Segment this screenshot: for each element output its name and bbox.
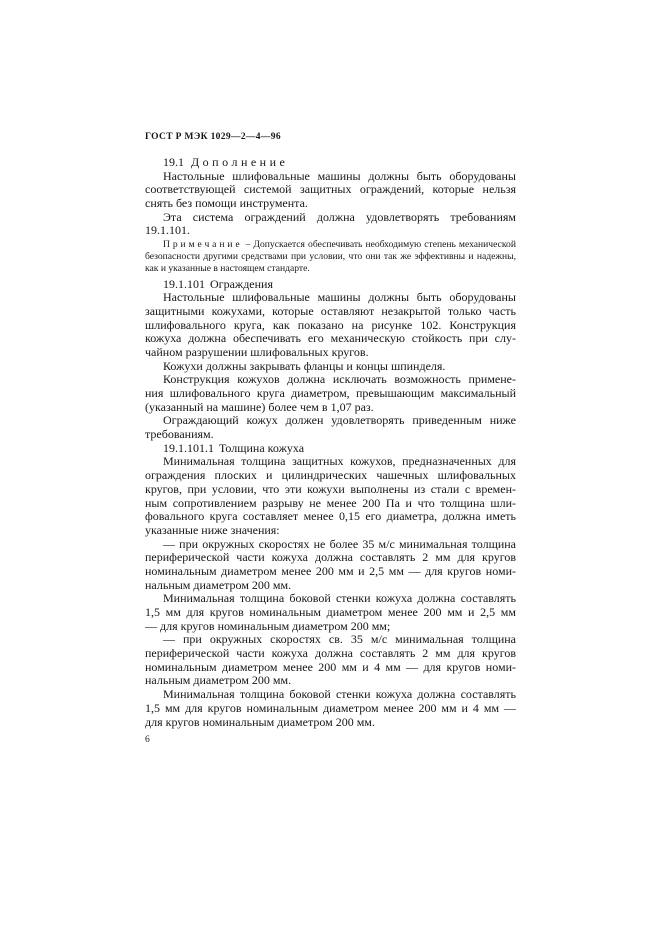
text-line: соответствующей системой защитных ограждений, которые нельзя xyxy=(145,182,516,197)
paragraph xyxy=(145,211,516,238)
paragraph xyxy=(145,373,516,414)
clause-title: Дополнение xyxy=(191,155,289,169)
text-line: Настольные шлифовальные машины должны быть оборудованы xyxy=(163,168,516,183)
page-number: 6 xyxy=(145,735,150,745)
text-line: защитными кожухами, которые оставляют незакрытой только часть xyxy=(145,303,516,318)
text-line: чайном разрушении шлифовальных кругов. xyxy=(145,344,369,359)
page-body xyxy=(145,156,516,729)
text-line: номинальным диаметром менее 200 мм и 4 мм — для кругов номи- xyxy=(145,659,516,674)
text-line: (указанный на машине) более чем в 1,07 раз. xyxy=(145,399,374,414)
text-line: для кругов номинальным диаметром 200 мм. xyxy=(145,714,375,729)
clause-heading xyxy=(145,156,516,170)
note-line xyxy=(145,239,516,251)
clause-title: Ограждения xyxy=(210,276,273,291)
clause-number: 19.1.101.1 xyxy=(163,440,214,455)
clause-heading xyxy=(145,442,516,456)
text-line: Ограждающий кожух должен удовлетворять приведенным ниже xyxy=(163,413,516,428)
clause-number: 19.1 xyxy=(163,155,184,169)
text-line: Кожухи должны закрывать фланцы и концы шпинделя. xyxy=(163,358,446,373)
text-line: 1,5 мм для кругов номинальным диаметром менее 200 мм и 2,5 мм xyxy=(145,605,516,619)
running-header: ГОСТ Р МЭК 1029—2—4—96 xyxy=(145,132,281,142)
text-line: кругов, при условии, что эти кожухи выполнены из стали с времен- xyxy=(145,481,516,496)
note-label: Примечание xyxy=(163,239,243,251)
text-line: ным сопротивлением разрыву не менее 200 Па и что толщина шли- xyxy=(145,495,516,510)
text-line: Конструкция кожухов должна исключать возможность примене- xyxy=(163,372,516,387)
paragraph xyxy=(145,592,516,633)
text-line: снять без помощи инструмента. xyxy=(145,196,308,211)
text-line: Минимальная толщина защитных кожухов, предназначенных для xyxy=(163,454,516,469)
paragraph xyxy=(145,291,516,359)
paragraph xyxy=(145,360,516,374)
paragraph xyxy=(145,538,516,593)
text-line: кожуха должна обеспечивать его механическую стойкость при слу- xyxy=(145,331,516,346)
note-line: безопасности другими средствами при условии, что они так же эффективны и надежны, xyxy=(145,251,516,263)
clause-title: Толщина кожуха xyxy=(219,440,305,455)
text-line: Минимальная толщина боковой стенки кожуха должна составлять xyxy=(163,591,516,606)
paragraph xyxy=(145,414,516,441)
text-line: периферической части кожуха должна составлять 2 мм для кругов xyxy=(145,550,516,565)
text-line: номинальным диаметром менее 200 мм и 2,5 мм — для кругов номи- xyxy=(145,563,516,578)
note-line: как и указанные в настоящем стандарте. xyxy=(145,263,310,275)
text-line: Эта система ограждений должна удовлетворять требованиям xyxy=(163,209,516,224)
note-block xyxy=(145,239,516,275)
text-line: периферической части кожуха должна составлять 2 мм для кругов xyxy=(145,646,516,661)
text-line: — при окружных скоростях не более 35 м/с минимальная толщина xyxy=(163,536,516,551)
text-line: ограждения плоских и цилиндрических чашечных шлифовальных xyxy=(145,468,516,483)
text-line: фовального круга составляет менее 0,15 его диаметра, должна иметь xyxy=(145,509,516,524)
text-line: 19.1.101. xyxy=(145,223,190,238)
note-text: – Допускается обеспечивать необходимую степень механической xyxy=(245,239,516,251)
text-line: ния шлифовального круга диаметром, превышающим максимальный xyxy=(145,386,516,400)
paragraph xyxy=(145,170,516,211)
text-line: указанные ниже значения: xyxy=(145,522,280,537)
text-line: шлифовального круга, как показано на рисунке 102. Конструкция xyxy=(145,317,516,332)
text-line: — для кругов номинальным диаметром 200 мм; xyxy=(145,618,391,633)
text-line: — при окружных скоростях св. 35 м/с минимальная толщина xyxy=(163,632,516,647)
text-line: нальным диаметром 200 мм. xyxy=(145,673,292,688)
paragraph xyxy=(145,688,516,729)
clause-heading xyxy=(145,278,516,292)
text-line: 1,5 мм для кругов номинальным диаметром менее 200 мм и 4 мм — xyxy=(145,700,516,715)
clause-number: 19.1.101 xyxy=(163,276,205,291)
text-line: нальным диаметром 200 мм. xyxy=(145,577,292,592)
text-line: Настольные шлифовальные машины должны быть оборудованы xyxy=(163,290,516,305)
paragraph xyxy=(145,633,516,688)
text-line: Минимальная толщина боковой стенки кожуха должна составлять xyxy=(163,687,516,702)
text-line: требованиям. xyxy=(145,427,214,442)
paragraph xyxy=(145,455,516,537)
